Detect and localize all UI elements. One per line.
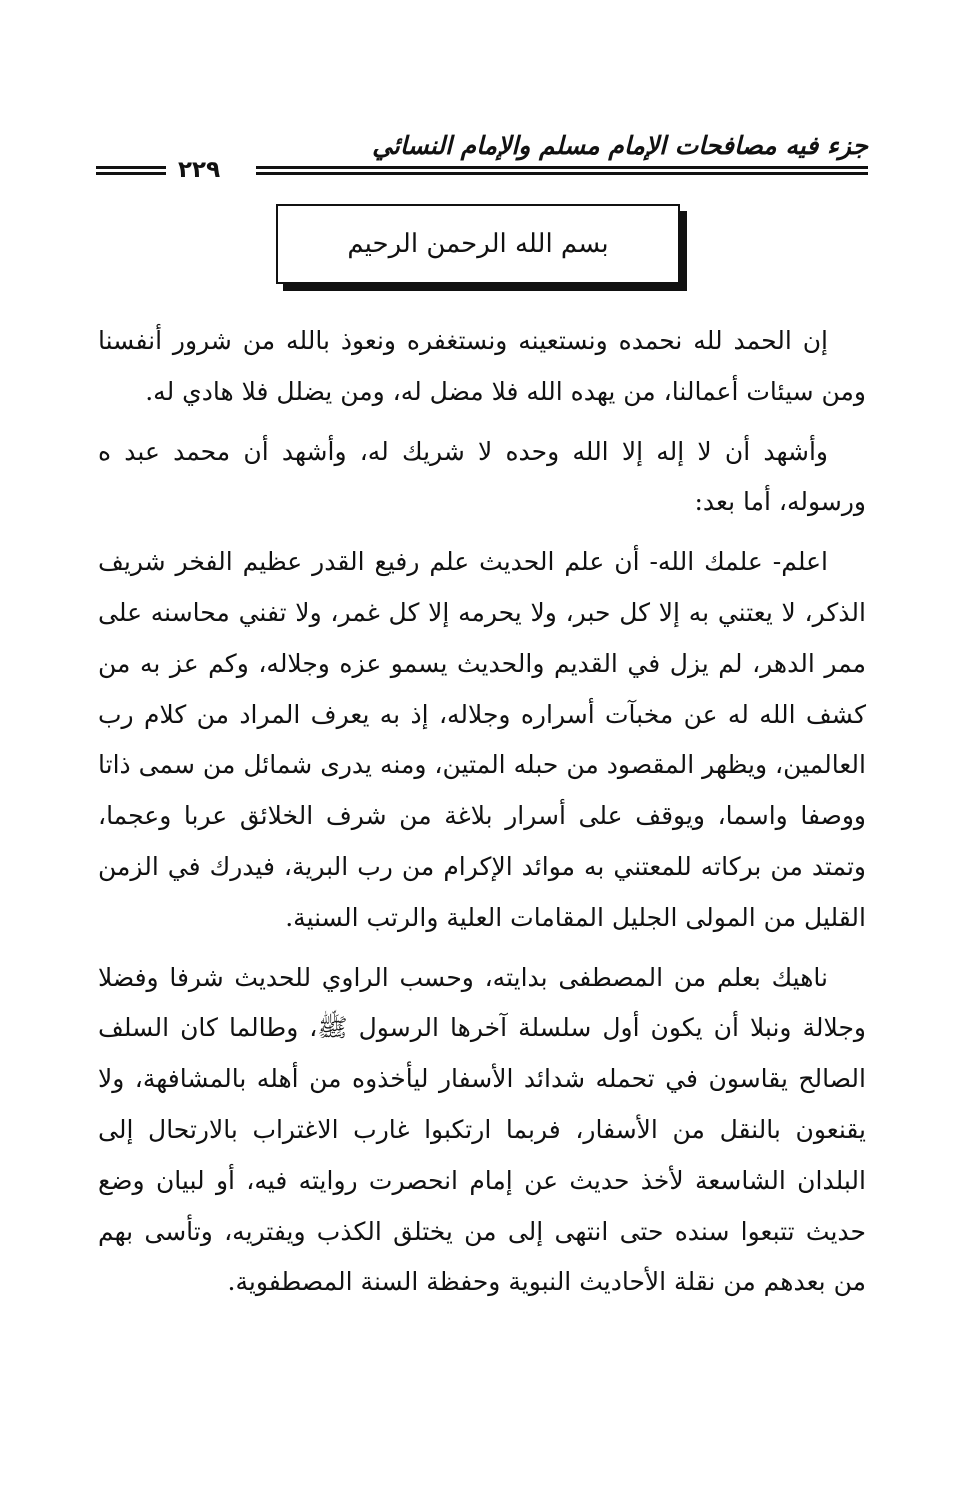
paragraph-testimony: وأشهد أن لا إله إلا الله وحده لا شريك له، وأشهد أن محمد عبد ه ورسوله، أما بعد: (98, 436, 866, 517)
paragraph-hadith-science: اعلم- علمك الله- أن علم الحديث علم رفيع القدر عظيم الفخر شريف الذكر، لا يعتني به إلا كل حبر، ولا يحرمه إلا كل غمر، ولا تفني محاسنه على ممر الدهر، لم يزل في القديم والحديث يسمو عزه وجلاله، وكم عز به من كشف الله له عن مخبآت أسراره وجلاله، إذ به يعرف المراد من كلام رب العالمين، ويظهر المقصود من حبله المتين، ومنه يدرى شمائل من سمى ذاتا ووصفا واسما، ويوقف على أسرار بلاغة من شرف الخلائق عربا وعجما، وتمتد من بركاته للمعتني به موائد الإكرام من رب البرية، فيدرك في الزمن القليل من المولى الجليل المقامات العلية والرتب السنية. (98, 547, 866, 932)
header-rule-right (256, 166, 868, 169)
header-rule-left (96, 166, 166, 169)
page-number: ٢٢٩ (178, 157, 221, 183)
header-rule-left-lower (96, 172, 166, 175)
basmala-frame (276, 204, 680, 284)
page-header (96, 126, 868, 182)
paragraph-narrators: ناهيك بعلم من المصطفى بدايته، وحسب الراوي للحديث شرفا وفضلا وجلالة ونبلا أن يكون أول سلسلة آخرها الرسول ﷺ، وطالما كان السلف الصالح يقاسون في تحمله شدائد الأسفار ليأخذوه من أهله بالمشافهة، ولا يقنعون بالنقل من الأسفار، فربما ارتكبوا غارب الاغتراب بالارتحال إلى البلدان الشاسعة لأخذ حديث عن إمام انحصرت روايته فيه، أو لبيان وضع حديث تتبعوا سنده حتى انتهى إلى من يختلق الكذب ويفتريه، وتأسى بهم من بعدهم من نقلة الأحاديث النبوية وحفظة السنة المصطفوية. (98, 962, 866, 1297)
running-title: جزء فيه مصافحات الإمام مسلم والإمام النسائي (372, 131, 868, 160)
paragraph-opening-praise: إن الحمد لله نحمده ونستعينه ونستغفره ونعوذ بالله من شرور أنفسنا ومن سيئات أعمالنا، من يهده الله فلا مضل له، ومن يضلل فلا هادي له. (98, 326, 866, 406)
header-rule-right-lower (256, 172, 868, 175)
basmala: بسم الله الرحمن الرحيم (347, 229, 609, 259)
body-text (98, 316, 866, 1308)
